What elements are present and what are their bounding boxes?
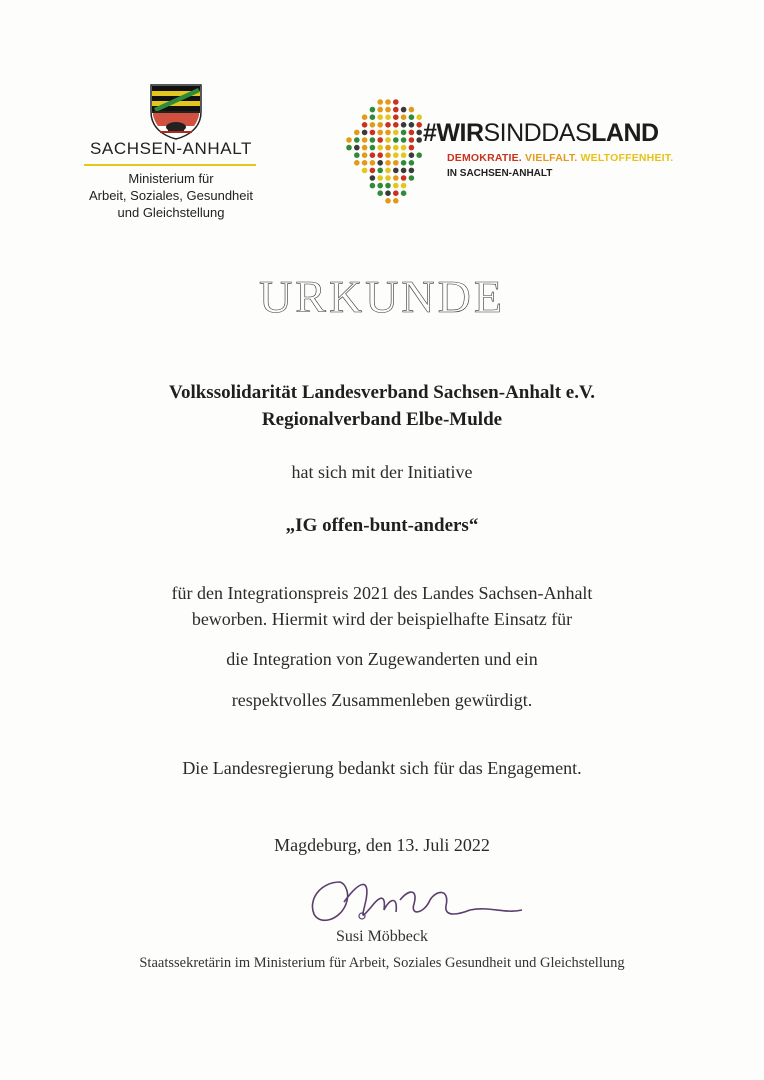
map-dot: [385, 99, 391, 105]
map-dot: [370, 107, 376, 113]
ministry-line: Arbeit, Soziales, Gesundheit: [88, 188, 254, 203]
hashtag-das: DAS: [541, 119, 592, 147]
signer-position: Staatssekretärin im Ministerium für Arbeit, Soziales Gesundheit und Gleichstellung: [139, 955, 625, 971]
map-dot: [393, 190, 399, 196]
map-dot: [416, 130, 422, 136]
map-dot: [385, 198, 391, 204]
map-dot: [354, 152, 360, 158]
slogan-openness: WELTOFFENHEIT.: [580, 152, 674, 164]
map-dot: [393, 107, 399, 113]
map-dot: [377, 168, 383, 174]
map-dot: [377, 183, 383, 189]
map-dot: [370, 145, 376, 151]
map-dot: [401, 130, 407, 136]
hashtag-prefix: #WIR: [423, 119, 484, 147]
map-dot: [393, 145, 399, 151]
map-dot: [409, 168, 415, 174]
map-dot: [370, 114, 376, 120]
map-dot: [409, 122, 415, 128]
map-dot: [393, 168, 399, 174]
map-dot: [409, 130, 415, 136]
initiative-intro: hat sich mit der Initiative: [291, 462, 473, 482]
map-dot: [401, 122, 407, 128]
slogan-democracy: DEMOKRATIE.: [447, 152, 522, 164]
hashtag-mid: SIND: [483, 119, 542, 147]
map-dot: [393, 99, 399, 105]
map-dot: [377, 190, 383, 196]
map-dot: [354, 145, 360, 151]
map-dot: [370, 152, 376, 158]
slogan-diversity: VIELFALT.: [525, 152, 578, 164]
place-date: Magdeburg, den 13. Juli 2022: [274, 835, 490, 855]
map-dot: [362, 160, 368, 166]
map-dot: [393, 122, 399, 128]
map-dot: [409, 137, 415, 143]
map-dot: [362, 122, 368, 128]
map-dot: [385, 107, 391, 113]
body-line-2: beworben. Hiermit wird der beispielhafte Einsatz für: [191, 609, 573, 629]
map-dot: [377, 145, 383, 151]
map-dot: [393, 152, 399, 158]
map-dot: [370, 175, 376, 181]
signer-name: Susi Möbbeck: [336, 928, 428, 945]
map-dot: [377, 152, 383, 158]
map-dot: [401, 107, 407, 113]
map-dot: [362, 137, 368, 143]
map-dot: [385, 137, 391, 143]
map-dot: [385, 130, 391, 136]
map-dot: [354, 137, 360, 143]
map-dot: [385, 168, 391, 174]
map-dot: [362, 130, 368, 136]
map-dot: [385, 114, 391, 120]
map-dot: [401, 160, 407, 166]
map-dot: [377, 137, 383, 143]
map-dot: [393, 137, 399, 143]
map-dot: [385, 175, 391, 181]
campaign-hashtag: [423, 119, 659, 148]
body-line-3: die Integration von Zugewanderten und ein: [226, 649, 538, 669]
map-dot: [416, 114, 422, 120]
map-dot: [377, 122, 383, 128]
coat-of-arms-icon: [148, 82, 204, 140]
map-dot: [393, 160, 399, 166]
map-dot: [416, 122, 422, 128]
map-dot: [370, 183, 376, 189]
map-dot: [393, 183, 399, 189]
map-dot: [393, 175, 399, 181]
map-dot: [362, 145, 368, 151]
ministry-line: und Gleichstellung: [117, 205, 225, 220]
ministry-line: Ministerium für: [128, 171, 214, 186]
map-dot: [385, 160, 391, 166]
body-line-1: für den Integrationspreis 2021 des Landes Sachsen-Anhalt: [171, 583, 593, 603]
map-dot: [416, 137, 422, 143]
map-dot: [354, 160, 360, 166]
map-dot: [409, 107, 415, 113]
map-dot: [401, 190, 407, 196]
project-name: „IG offen-bunt-anders“: [285, 515, 479, 536]
map-dot: [385, 183, 391, 189]
map-dot: [370, 130, 376, 136]
map-dot: [409, 114, 415, 120]
map-dot: [401, 175, 407, 181]
map-dot: [377, 114, 383, 120]
thanks-line: Die Landesregierung bedankt sich für das Engagement.: [182, 758, 582, 778]
state-name: SACHSEN-ANHALT: [89, 139, 253, 158]
map-dot: [370, 168, 376, 174]
hashtag-land: LAND: [591, 119, 659, 147]
map-dot: [393, 198, 399, 204]
map-dot: [409, 145, 415, 151]
organization-line-1: Volkssolidarität Landesverband Sachsen-Anhalt e.V.: [168, 382, 595, 403]
campaign-slogan: [447, 152, 673, 164]
organization-line-2: Regionalverband Elbe-Mulde: [261, 409, 503, 430]
map-dot: [401, 152, 407, 158]
map-dot: [377, 160, 383, 166]
body-line-4: respektvolles Zusammenleben gewürdigt.: [231, 690, 533, 710]
map-dot: [385, 122, 391, 128]
campaign-slogan-sub: IN SACHSEN-ANHALT: [447, 168, 553, 179]
map-dot: [401, 168, 407, 174]
document-title-text: URKUNDE: [259, 271, 505, 322]
map-dot: [346, 137, 352, 143]
map-dot: [409, 160, 415, 166]
map-dot: [362, 152, 368, 158]
document-title: [0, 270, 764, 323]
map-dot: [401, 183, 407, 189]
map-dot: [393, 114, 399, 120]
ministry-name: [60, 170, 282, 221]
map-dot: [370, 160, 376, 166]
map-dot: [362, 168, 368, 174]
map-dot: [370, 137, 376, 143]
map-dot: [385, 145, 391, 151]
map-dot: [393, 130, 399, 136]
map-dot: [385, 152, 391, 158]
map-dot: [354, 130, 360, 136]
map-dot: [385, 190, 391, 196]
dotted-map-icon: [344, 97, 424, 207]
map-dot: [401, 145, 407, 151]
map-dot: [370, 122, 376, 128]
map-dot: [377, 130, 383, 136]
map-dot: [346, 145, 352, 151]
state-name-underline: [84, 164, 256, 166]
map-dot: [416, 152, 422, 158]
map-dot: [409, 152, 415, 158]
map-dot: [401, 114, 407, 120]
map-dot: [401, 137, 407, 143]
map-dot: [377, 107, 383, 113]
map-dot: [362, 114, 368, 120]
map-dot: [377, 99, 383, 105]
map-dot: [377, 175, 383, 181]
map-dot: [409, 175, 415, 181]
